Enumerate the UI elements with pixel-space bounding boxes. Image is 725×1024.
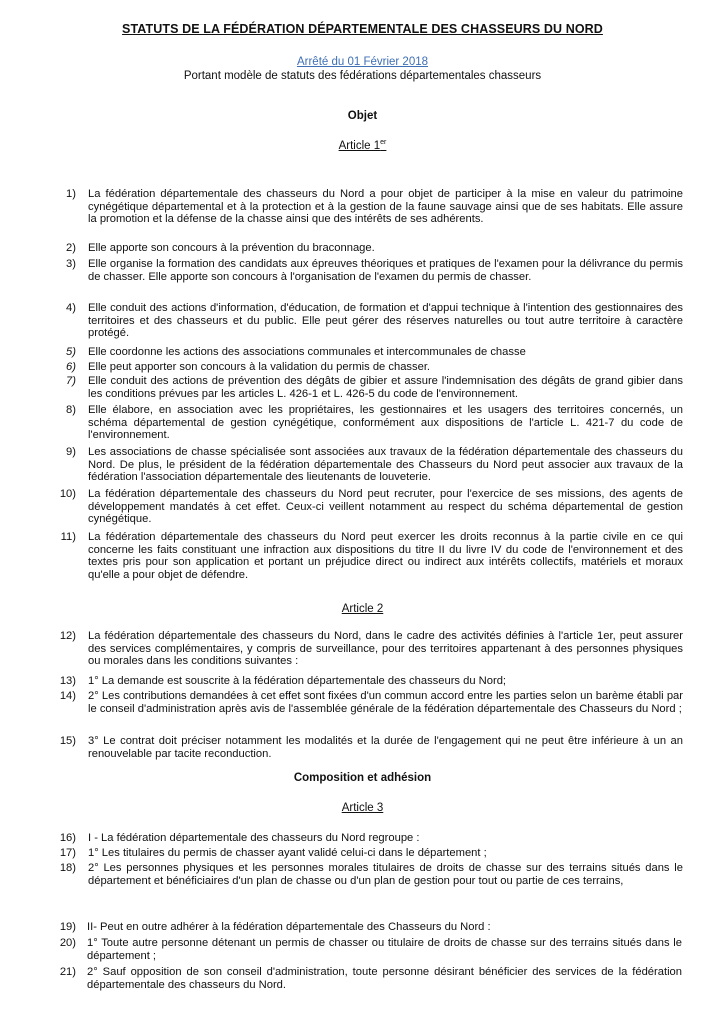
arrete-link[interactable]: Arrêté du 01 Février 2018 [296, 56, 429, 68]
item-number: 7) [66, 375, 76, 387]
item-number: 15) [59, 735, 76, 747]
article-1-heading [0, 139, 725, 152]
item-text: 2° Sauf opposition de son conseil d'administration, toute personne désirant bénéficier des services de la fédération départementale des chasseurs du Nord. [87, 966, 682, 991]
item-text: Elle apporte son concours à la prévention du braconnage. [88, 242, 375, 254]
item-text: 2° Les contributions demandées à cet effet sont fixées d'un commun accord entre les parties selon un barème établi par le conseil d'administration après avis de l'assemblée générale de la fédération départementale des Chasseurs du Nord ; [88, 690, 683, 715]
item-number: 16) [59, 832, 76, 844]
item-text: II- Peut en outre adhérer à la fédération départementale des Chasseurs du Nord : [87, 921, 491, 933]
article-3-heading: Article 3 [341, 802, 384, 814]
item-text: Elle organise la formation des candidats aux épreuves théoriques et pratiques de l'examen pour la délivrance du permis de chasser. Elle apporte son concours à l'organisation de l'examen du permis de chasser. [88, 258, 683, 283]
item-number: 2) [66, 242, 76, 254]
section-heading-objet: Objet [347, 110, 378, 122]
article-2-heading: Article 2 [341, 603, 384, 615]
item-text: Elle élabore, en association avec les propriétaires, les gestionnaires et les usagers des territoires concernés, un schéma départemental de gestion cynégétique, conformément aux dispositions de l'article L. 421-7 du code de l'environnement. [88, 404, 683, 442]
item-number: 1) [66, 188, 76, 200]
item-text: Elle conduit des actions d'information, d'éducation, de formation et d'appui technique à l'intention des gestionnaires des territoires et des chasseurs et du public. Elle peut gérer des réserves naturelles ou tout autre territoire à caractère protégé. [88, 302, 683, 340]
item-text: Les associations de chasse spécialisée sont associées aux travaux de la fédération départementale des chasseurs du Nord. De plus, le président de la fédération départementale des Chasseurs du Nord peut associer aux travaux de la fédération l'association départementale des lieutenants de louveterie. [88, 446, 683, 484]
item-text: 1° Les titulaires du permis de chasser ayant validé celui-ci dans le département ; [88, 847, 487, 859]
item-text: 3° Le contrat doit préciser notamment les modalités et la durée de l'engagement qui ne peut être inférieure à un an renouvelable par tacite reconduction. [88, 735, 683, 760]
item-text: 2° Les personnes physiques et les personnes morales titulaires de droits de chasse sur des terrains situés dans le département et bénéficiaires d'un plan de chasse ou d'un plan de gestion pour tout ou partie de ces terrains, [88, 862, 683, 887]
item-text: 1° Toute autre personne détenant un permis de chasser ou titulaire de droits de chasse sur des terrains situés dans le département ; [87, 937, 682, 962]
item-number: 17) [59, 847, 76, 859]
item-text: Elle coordonne les actions des associations communales et intercommunales de chasse [88, 346, 526, 358]
item-number: 19) [59, 921, 76, 933]
item-number: 20) [59, 937, 76, 949]
document-title: STATUTS DE LA FÉDÉRATION DÉPARTEMENTALE DES CHASSEURS DU NORD [122, 22, 603, 36]
item-number: 8) [66, 404, 76, 416]
item-text: La fédération départementale des chasseurs du Nord, dans le cadre des activités définies à l'article 1er, peut assurer des services complémentaires, y compris de surveillance, pour des territoires appartenant à des personnes physiques ou morales dans les conditions suivantes : [88, 630, 683, 668]
item-text: La fédération départementale des chasseurs du Nord a pour objet de participer à la mise en valeur du patrimoine cynégétique départemental et à la protection et à la gestion de la faune sauvage ainsi que de ses habitats. Elle assure la promotion et la défense de la chasse ainsi que des intérêts de ses adhérents. [88, 188, 683, 226]
section-heading-composition: Composition et adhésion [293, 772, 432, 784]
item-number: 10) [59, 488, 76, 500]
item-number: 12) [59, 630, 76, 642]
document-subtitle: Portant modèle de statuts des fédérations départementales chasseurs [183, 70, 542, 82]
item-number: 6) [66, 361, 76, 373]
item-text: La fédération départementale des chasseurs du Nord peut recruter, pour l'exercice de ses missions, des agents de développement mandatés à cet effet. Ceux-ci veillent notamment au respect du schéma départemental de gestion cynégétique. [88, 488, 683, 526]
item-number: 5) [66, 346, 76, 358]
item-text: Elle conduit des actions de prévention des dégâts de gibier et assure l'indemnisation des dégâts de grand gibier dans les conditions prévues par les articles L. 426-1 et L. 426-5 du code de l'environnement. [88, 375, 683, 400]
item-number: 18) [59, 862, 76, 874]
article-1-label: Article 1 [338, 139, 381, 152]
item-number: 21) [59, 966, 76, 978]
article-1-superscript: er [380, 139, 387, 146]
item-number: 14) [59, 690, 76, 702]
item-number: 9) [66, 446, 76, 458]
item-text: I - La fédération départementale des chasseurs du Nord regroupe : [88, 832, 420, 844]
item-text: Elle peut apporter son concours à la validation du permis de chasser. [88, 361, 431, 373]
item-number: 13) [59, 675, 76, 687]
item-text: 1° La demande est souscrite à la fédération départementale des chasseurs du Nord; [88, 675, 507, 687]
item-text: La fédération départementale des chasseurs du Nord peut exercer les droits reconnus à la partie civile en ce qui concerne les faits constituant une infraction aux dispositions du titre II du livre IV du code de l'environnement et des textes pris pour son application et portant un préjudice direct ou indirect aux intérêts collectifs, matériels et moraux qu'elle a pour objet de défendre. [88, 531, 683, 581]
item-number: 4) [66, 302, 76, 314]
item-number: 11) [60, 531, 76, 543]
item-number: 3) [66, 258, 76, 270]
